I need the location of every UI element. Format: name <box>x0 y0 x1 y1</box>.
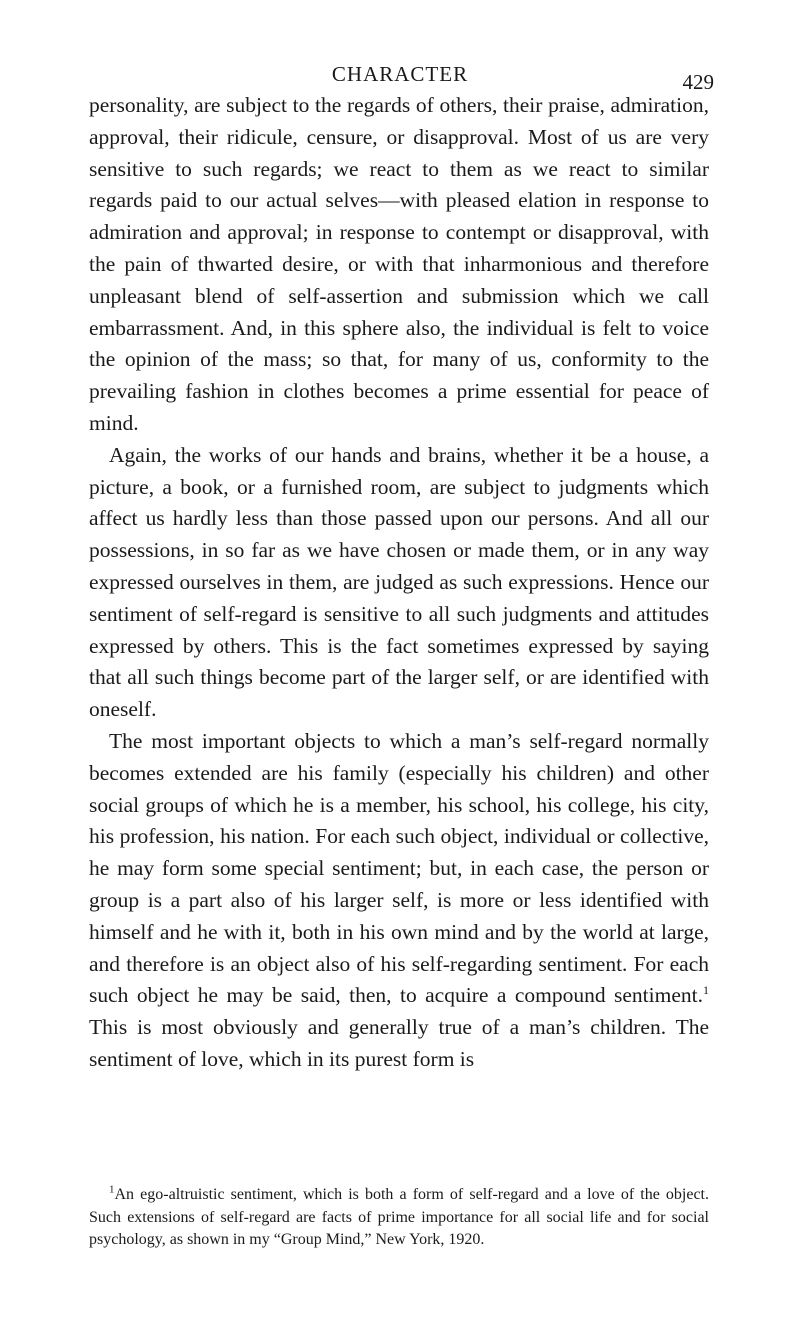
paragraph-extended-self <box>89 726 709 1076</box>
footnote-reference: 1 <box>703 983 709 998</box>
page-number: 429 <box>682 70 714 94</box>
paragraph-text-after-note: This is most obviously and generally true of a man’s children. The sentiment of love, which in its purest form is <box>89 1015 709 1071</box>
footnotes <box>89 1184 709 1252</box>
footnote-marker: 1 <box>109 1183 115 1196</box>
footnote-text: An ego-altruistic sentiment, which is both a form of self-regard and a love of the object. Such extensions of self-regard are facts of prime importance for all social life and for social psychology, as shown in my “Group Mind,” New York, 1920. <box>89 1186 709 1248</box>
footnote-1 <box>89 1184 709 1252</box>
paragraph-text-before-note: The most important objects to which a man’s self-regard normally becomes extended are his family (especially his children) and other social groups of which he is a member, his school, his college, his city, his profession, his nation. For each such object, individual or collective, he may form some special sentiment; but, in each case, the person or group is a part also of his larger self, is more or less identified with himself and he with it, both in his own mind and by the world at large, and therefore is an object also of his self-regarding sentiment. For each such object he may be said, then, to acquire a compound sentiment. <box>89 728 709 1008</box>
body-text <box>89 90 709 1076</box>
paragraph-possessions: Again, the works of our hands and brains, whether it be a house, a picture, a book, or a furnished room, are subject to judgments which affect us hardly less than those passed upon our persons. And all our possessions, in so far as we have chosen or made them, or in any way expressed ourselves in them, are judged as such expressions. Hence our sentiment of self-regard is sensitive to all such judgments and attitudes expressed by others. This is the fact sometimes expressed by saying that all such things become part of the larger self, or are identified with oneself. <box>89 442 709 722</box>
paragraph-continued: personality, are subject to the regards of others, their praise, admiration, approval, their ridicule, censure, or disapproval. Most of us are very sensitive to such regards; we react to them as we react to similar regards paid to our actual selves—with pleased elation in response to admiration and approval; in response to contempt or disapproval, with the pain of thwarted desire, or with that inharmonious and therefore unpleasant blend of self-assertion and submission which we call embarrassment. And, in this sphere also, the individual is felt to voice the opinion of the mass; so that, for many of us, conformity to the prevailing fashion in clothes becomes a prime essential for peace of mind. <box>89 93 709 435</box>
running-head: CHARACTER <box>331 62 469 86</box>
